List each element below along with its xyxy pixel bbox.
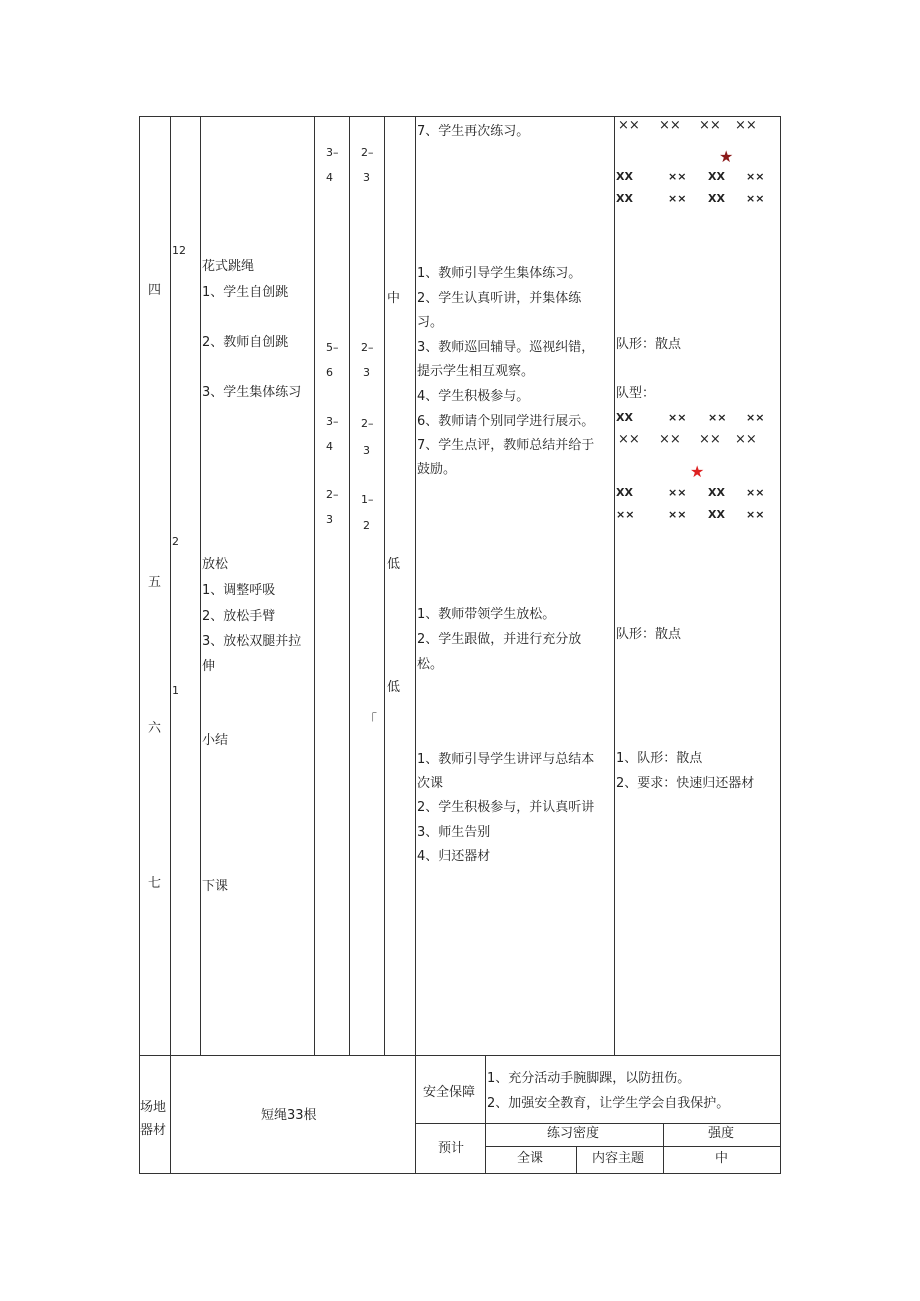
density-label: 练习密度: [547, 1126, 600, 1141]
student-mark: ××: [735, 118, 757, 133]
count-value: 2–: [361, 417, 374, 430]
count-value: 2–: [361, 341, 374, 354]
time-si: 12: [172, 244, 186, 257]
student-mark: XX: [708, 192, 725, 205]
content-item: 伸: [202, 659, 216, 674]
content-title: 放松: [202, 557, 229, 572]
safety-item: 2、加强安全教育，让学生学会自我保护。: [487, 1096, 730, 1111]
student-mark: ××: [616, 508, 635, 521]
student-mark: ××: [735, 432, 757, 447]
content-title: 花式跳绳: [202, 259, 255, 274]
method-line: 2、学生跟做，并进行充分放: [417, 632, 582, 647]
student-mark: ××: [708, 411, 727, 424]
student-mark: ××: [746, 508, 765, 521]
count-value: 3: [363, 366, 370, 379]
student-mark: XX: [708, 508, 725, 521]
content-qi: 下课: [202, 879, 229, 894]
count-value: 4: [326, 440, 333, 453]
student-mark: XX: [616, 486, 633, 499]
method-line: 松。: [417, 657, 444, 672]
content-theme-label: 内容主题: [592, 1151, 645, 1166]
formation-label: 1、队形：散点: [616, 751, 703, 766]
intensity-value: 中: [715, 1151, 729, 1166]
method-line: 1、教师引导学生讲评与总结本: [417, 752, 595, 767]
method-line: 3、教师巡回辅导。巡视纠错，: [417, 340, 595, 355]
method-line: 7、学生点评，教师总结并给于: [417, 438, 595, 453]
time-wu: 2: [172, 535, 179, 548]
method-line: 鼓励。: [417, 462, 457, 477]
method-line: 4、学生积极参与。: [417, 389, 530, 404]
count-value: 3: [326, 513, 333, 526]
venue-value: 短绳33根: [261, 1108, 317, 1123]
content-item: 1、调整呼吸: [202, 583, 276, 598]
count-value: 2–: [361, 146, 374, 159]
requirement-label: 2、要求：快速归还器材: [616, 776, 755, 791]
intensity-liu: 低: [387, 680, 401, 695]
student-mark: ××: [659, 432, 681, 447]
method-line: 2、学生认真听讲，并集体练: [417, 291, 582, 306]
method-top: 7、学生再次练习。: [417, 124, 530, 139]
section-number-qi: 七: [148, 876, 162, 891]
count-value: 5–: [326, 341, 339, 354]
count-value: 4: [326, 171, 333, 184]
count-value: 3–: [326, 146, 339, 159]
venue-label-line: 器材: [140, 1123, 167, 1138]
method-line: 习。: [417, 315, 444, 330]
section-number-wu: 五: [148, 575, 162, 590]
liu-mark: 「: [364, 713, 378, 728]
student-mark: XX: [708, 486, 725, 499]
student-mark: ××: [618, 118, 640, 133]
estimate-label: 预计: [438, 1141, 465, 1156]
safety-label: 安全保障: [423, 1085, 476, 1100]
student-mark: ××: [668, 508, 687, 521]
student-mark: ××: [699, 432, 721, 447]
student-mark: ××: [746, 411, 765, 424]
content-item: 3、学生集体练习: [202, 385, 302, 400]
count-value: 6: [326, 366, 333, 379]
section-number-si: 四: [148, 283, 162, 298]
count-value: 3: [363, 171, 370, 184]
method-line: 2、学生积极参与，并认真听讲: [417, 800, 595, 815]
student-mark: ××: [746, 486, 765, 499]
method-line: 1、教师带领学生放松。: [417, 607, 556, 622]
full-lesson-label: 全课: [517, 1151, 544, 1166]
student-mark: ××: [618, 432, 640, 447]
student-mark: ××: [668, 411, 687, 424]
method-line: 提示学生相互观察。: [417, 364, 535, 379]
formation-label: 队形：散点: [616, 627, 682, 642]
method-line: 次课: [417, 776, 444, 791]
content-item: 3、放松双腿并拉: [202, 634, 302, 649]
venue-label-line: 场地: [140, 1100, 167, 1115]
method-line: 6、教师请个别同学进行展示。: [417, 414, 595, 429]
content-liu: 小结: [202, 733, 229, 748]
student-mark: XX: [616, 170, 633, 183]
teacher-star-icon: ★: [690, 462, 705, 481]
student-mark: ××: [659, 118, 681, 133]
intensity-si: 中: [387, 291, 401, 306]
content-item: 1、学生自创跳: [202, 285, 289, 300]
count-value: 2–: [326, 488, 339, 501]
student-mark: ××: [668, 486, 687, 499]
count-value: 3–: [326, 415, 339, 428]
safety-item: 1、充分活动手腕脚踝，以防扭伤。: [487, 1071, 691, 1086]
student-mark: ××: [668, 170, 687, 183]
method-line: 3、师生告别: [417, 825, 491, 840]
student-mark: XX: [616, 411, 633, 424]
count-value: 2: [363, 519, 370, 532]
student-mark: ××: [746, 192, 765, 205]
method-line: 1、教师引导学生集体练习。: [417, 266, 582, 281]
section-number-liu: 六: [148, 721, 162, 736]
count-value: 1–: [361, 493, 374, 506]
student-mark: XX: [708, 170, 725, 183]
student-mark: XX: [616, 192, 633, 205]
student-mark: ××: [668, 192, 687, 205]
content-item: 2、放松手臂: [202, 609, 276, 624]
method-line: 4、归还器材: [417, 849, 491, 864]
formation-label: 队形：散点: [616, 337, 682, 352]
student-mark: ××: [746, 170, 765, 183]
content-item: 2、教师自创跳: [202, 335, 289, 350]
student-mark: ××: [699, 118, 721, 133]
teacher-star-icon: ★: [719, 147, 734, 166]
formation-label: 队型：: [616, 386, 656, 401]
intensity-wu: 低: [387, 557, 401, 572]
time-liu: 1: [172, 684, 179, 697]
intensity-label: 强度: [708, 1126, 735, 1141]
count-value: 3: [363, 444, 370, 457]
